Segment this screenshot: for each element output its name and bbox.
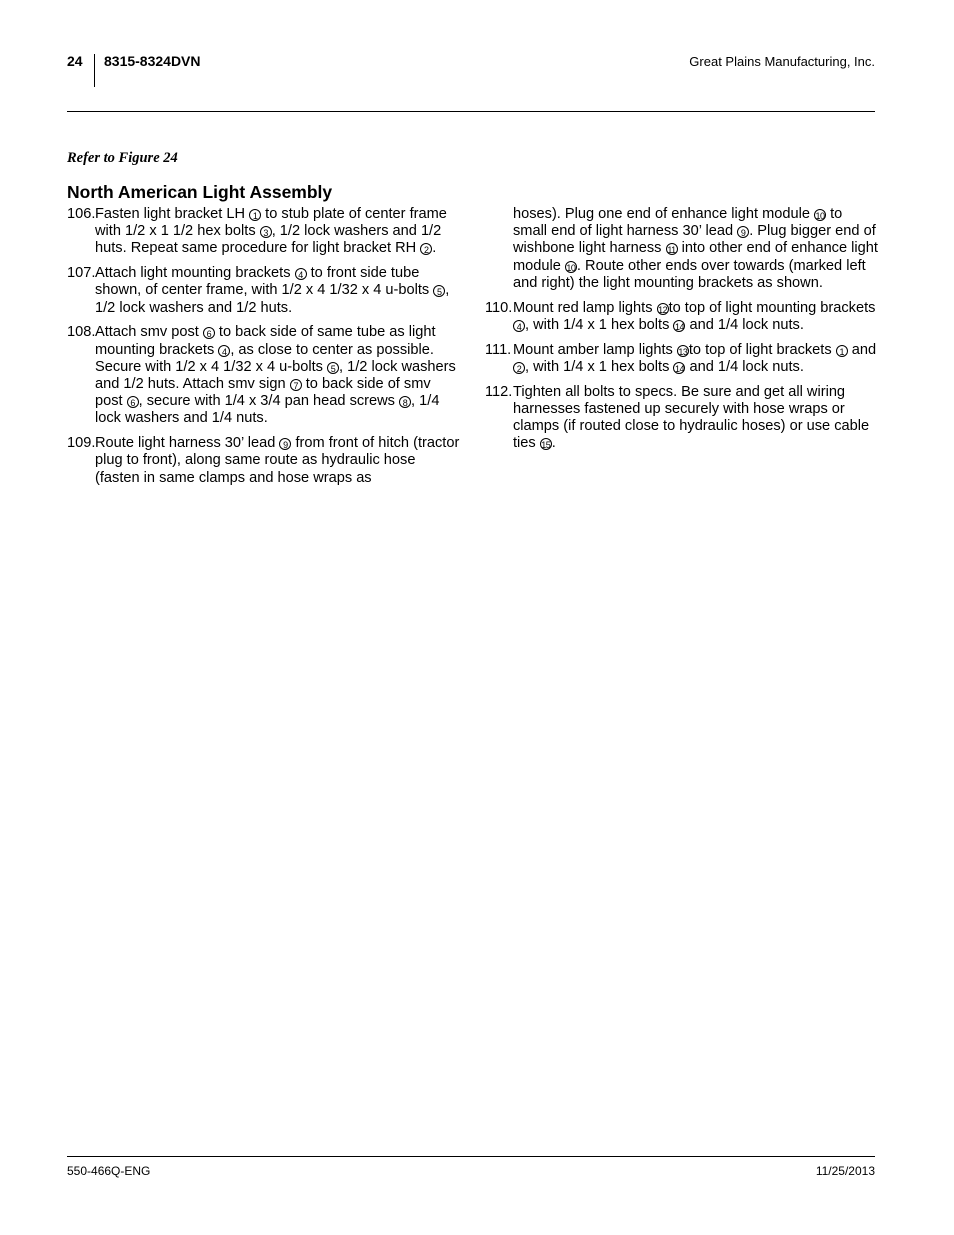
step-number: 112. [485,383,513,400]
text-run: , 1/4 lock washers and 1/4 nuts. [95,393,440,427]
right-column [485,206,880,460]
left-column [67,206,462,494]
callout-number: 2 [513,362,525,374]
callout-number: 8 [399,396,411,408]
step-111 [485,342,880,376]
section-title: North American Light Assembly [67,182,333,202]
text-run: to stub plate of center frame with 1/2 x 1 1/2 hex bolts [95,206,447,240]
text-run: to front side tube shown, of center frame, with 1/2 x 4 1/32 x 4 u-bolts [95,265,434,299]
step-text [513,342,876,375]
step-text [513,300,875,333]
callout-number: 14 [674,321,684,332]
text-run: Tighten all bolts to specs. Be sure and get all wiring harnesses fastened up securely with hose wraps or clamps (if routed close to hydraulic hoses) or use cable ties [513,383,870,452]
step-112 [485,384,880,453]
step-text [95,206,447,256]
text-run: Attach smv post [95,324,203,341]
text-run: from front of hitch (tractor plug to front), along same route as hydraulic hose (fasten in same clamps and hose wraps as [95,435,460,486]
text-run: Attach light mounting brackets [95,265,295,282]
document-number: 550-466Q-ENG [67,1164,151,1178]
callout-number: 9 [279,438,291,450]
step-text [513,206,878,291]
text-run: , 1/2 lock washers and 1/2 huts. Attach smv sign [95,358,456,393]
callout-number: 5 [433,285,445,297]
step-109-continuation [485,206,880,292]
callout-number: 1 [249,209,261,221]
text-run: and [847,341,877,358]
callout-number: 11 [667,245,676,256]
callout-number: 6 [203,327,215,339]
text-run: . Plug bigger end of wishbone light harness [513,223,876,257]
callout-number: 6 [127,396,139,408]
callout-number: 7 [290,379,302,391]
callout-number: 4 [295,268,307,280]
callout-number: 4 [513,320,525,332]
callout-number: 4 [218,345,230,357]
callout-number: 9 [737,226,749,238]
callout-number: 12 [658,304,668,315]
callout-number: 1 [836,345,848,357]
step-text [95,324,456,426]
text-run: , secure with 1/4 x 3/4 pan head screws [138,393,400,410]
step-number: 107. [67,265,96,282]
footer-rule [67,1156,875,1157]
callout-number: 3 [260,226,272,238]
text-run: Mount red lamp lights [513,299,657,316]
text-run: Mount amber lamp lights [513,341,677,358]
text-run: into other end of enhance light module [513,240,878,274]
callout-number: 15 [541,440,551,451]
company-name: Great Plains Manufacturing, Inc. [689,54,875,69]
step-text [95,265,449,315]
model-number: 8315-8324DVN [104,53,201,69]
text-run: , with 1/4 x 1 hex bolts [525,316,674,333]
step-number: 106. [67,206,96,222]
step-106 [67,206,462,258]
text-run: , 1/2 lock washers and 1/2 huts. [95,282,450,316]
header-divider [94,54,95,87]
step-number: 111. [485,341,512,358]
step-number: 109. [67,435,96,452]
callout-number: 10 [566,262,576,273]
text-run: to top of light mounting brackets [668,299,876,316]
text-run: to small end of light harness 30’ lead [513,206,843,240]
step-110 [485,300,880,334]
step-number: 110. [485,299,513,316]
text-run: Fasten light bracket LH [95,206,250,222]
text-run: , 1/2 lock washers and 1/2 huts. Repeat same procedure for light bracket RH [95,223,442,257]
text-run: hoses). Plug one end of enhance light module [513,206,815,222]
callout-number: 13 [678,346,688,357]
text-run: , as close to center as possible. Secure with 1/2 x 4 1/32 x 4 u-bolts [95,341,434,375]
callout-number: 2 [420,243,432,255]
step-107 [67,265,462,317]
text-run: . Route other ends over towards (marked left and right) the light mounting brackets as shown. [513,257,866,291]
text-run: . [432,240,437,257]
text-run: to back side of same tube as light mounting brackets [95,324,436,358]
header-rule [67,111,875,112]
revision-date: 11/25/2013 [815,1164,875,1178]
step-109 [67,435,462,487]
figure-reference: Refer to Figure 24 [67,150,178,166]
page-number: 24 [67,53,83,69]
step-number: 108. [67,324,96,341]
step-text [95,435,459,485]
callout-number: 10 [815,211,825,221]
text-run: Route light harness 30’ lead [95,435,280,452]
callout-number: 14 [674,363,684,374]
step-108 [67,324,462,427]
text-run: and 1/4 lock nuts. [685,358,804,375]
callout-number: 5 [327,362,339,374]
step-text [513,384,869,452]
text-run: to back side of smv post [95,376,431,410]
text-run: to top of light brackets [688,341,836,358]
text-run: and 1/4 lock nuts. [685,316,804,333]
text-run: , with 1/4 x 1 hex bolts [525,358,674,375]
text-run: . [551,435,556,452]
